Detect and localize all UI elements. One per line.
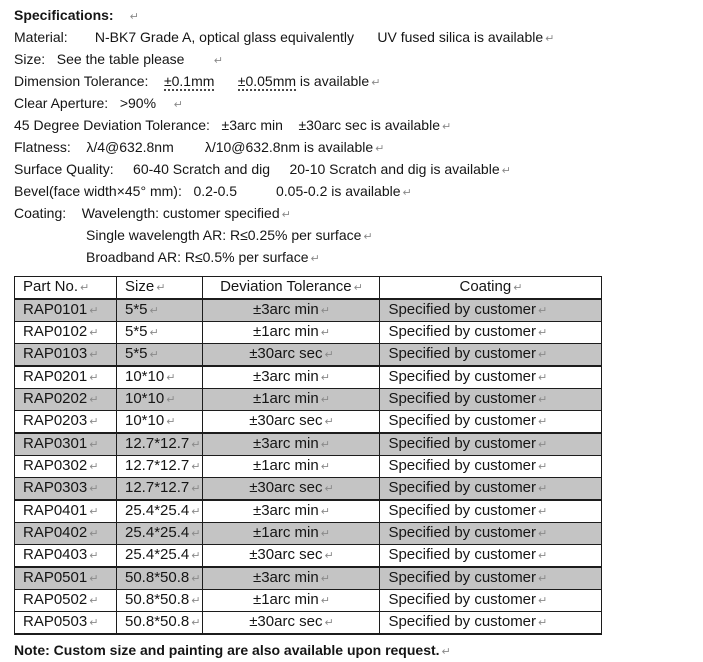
cell-text: ±3arc min: [252, 435, 319, 452]
table-row: [15, 478, 602, 501]
cell-end-mark: ↵: [191, 549, 201, 562]
cell-end-mark: ↵: [538, 348, 548, 361]
table-row: [15, 344, 602, 367]
cell-end-mark: ↵: [538, 438, 548, 451]
column-header-deviation-tolerance: [203, 277, 380, 300]
cell-end-mark: ↵: [538, 549, 548, 562]
cell-end-mark: ↵: [320, 371, 330, 384]
cell-text: Specified by customer: [388, 301, 537, 318]
column-header-size: [117, 277, 203, 300]
cell-text: 5*5: [125, 345, 148, 362]
cell-end-mark: ↵: [538, 460, 548, 473]
cell-end-mark: ↵: [191, 572, 201, 585]
paragraph-mark: ↵: [441, 645, 451, 658]
cell-end-mark: ↵: [320, 393, 330, 406]
cell-end-mark: ↵: [191, 527, 201, 540]
cell-size: [117, 433, 203, 456]
cell-end-mark: ↵: [538, 527, 548, 540]
cell-coating: [380, 500, 602, 523]
cell-text: RAP0103: [23, 345, 88, 362]
cell-end-mark: ↵: [89, 371, 99, 384]
cell-deviation-tolerance: [203, 523, 380, 545]
cell-coating: [380, 411, 602, 434]
cell-end-mark: ↵: [538, 393, 548, 406]
spellcheck-underlined-text: ±0.1mm: [163, 73, 215, 89]
table-row: [15, 545, 602, 568]
cell-coating: [380, 612, 602, 635]
spec-text: is available: [296, 73, 370, 89]
cell-end-mark: ↵: [191, 505, 201, 518]
column-header-label: Deviation Tolerance: [220, 278, 352, 295]
cell-part-no: [15, 567, 117, 590]
spec-text: Coating: Wavelength: customer specified: [14, 205, 280, 221]
table-row: [15, 523, 602, 545]
cell-end-mark: ↵: [156, 281, 166, 294]
cell-text: Specified by customer: [388, 323, 537, 340]
cell-text: ±3arc min: [252, 368, 319, 385]
cell-text: ±1arc min: [252, 591, 319, 608]
cell-end-mark: ↵: [89, 505, 99, 518]
cell-text: RAP0101: [23, 301, 88, 318]
cell-end-mark: ↵: [320, 594, 330, 607]
table-row: [15, 456, 602, 478]
parts-table: [14, 276, 602, 635]
cell-text: Specified by customer: [388, 368, 537, 385]
table-row: [15, 366, 602, 389]
cell-end-mark: ↵: [320, 438, 330, 451]
cell-text: ±3arc min: [252, 569, 319, 586]
cell-part-no: [15, 500, 117, 523]
cell-end-mark: ↵: [89, 572, 99, 585]
cell-size: [117, 500, 203, 523]
cell-deviation-tolerance: [203, 456, 380, 478]
spec-text: Flatness: λ/4@632.8nm λ/10@632.8nm is available: [14, 139, 374, 155]
cell-end-mark: ↵: [538, 594, 548, 607]
cell-text: RAP0102: [23, 323, 88, 340]
cell-deviation-tolerance: [203, 433, 380, 456]
cell-part-no: [15, 612, 117, 635]
spec-line: [14, 115, 695, 137]
spellcheck-underlined-text: ±0.05mm: [237, 73, 297, 89]
cell-coating: [380, 523, 602, 545]
cell-text: ±30arc sec: [249, 412, 323, 429]
cell-end-mark: ↵: [166, 393, 176, 406]
cell-text: 10*10: [125, 412, 165, 429]
note-line: [14, 640, 695, 662]
cell-text: RAP0501: [23, 569, 88, 586]
paragraph-mark: ↵: [375, 142, 385, 155]
spec-lines: [14, 27, 695, 269]
table-row: [15, 299, 602, 322]
cell-text: RAP0401: [23, 502, 88, 519]
cell-end-mark: ↵: [320, 304, 330, 317]
cell-text: Specified by customer: [388, 345, 537, 362]
paragraph-mark: ↵: [310, 252, 320, 265]
cell-size: [117, 366, 203, 389]
spec-line: [14, 49, 695, 71]
cell-deviation-tolerance: [203, 478, 380, 501]
cell-coating: [380, 478, 602, 501]
cell-text: 50.8*50.8: [125, 569, 190, 586]
cell-text: ±30arc sec: [249, 479, 323, 496]
note-text: Note: Custom size and painting are also available upon request.: [14, 642, 440, 658]
cell-text: RAP0503: [23, 613, 88, 630]
cell-deviation-tolerance: [203, 545, 380, 568]
cell-size: [117, 344, 203, 367]
cell-text: Specified by customer: [388, 502, 537, 519]
cell-text: RAP0303: [23, 479, 88, 496]
cell-text: Specified by customer: [388, 569, 537, 586]
cell-end-mark: ↵: [89, 594, 99, 607]
cell-end-mark: ↵: [80, 281, 90, 294]
page-title: [14, 5, 695, 27]
spec-line: [14, 159, 695, 181]
cell-text: Specified by customer: [388, 457, 537, 474]
cell-size: [117, 478, 203, 501]
cell-part-no: [15, 344, 117, 367]
cell-text: Specified by customer: [388, 546, 537, 563]
cell-end-mark: ↵: [149, 304, 159, 317]
cell-size: [117, 411, 203, 434]
cell-end-mark: ↵: [324, 482, 334, 495]
cell-text: Specified by customer: [388, 524, 537, 541]
cell-text: 12.7*12.7: [125, 435, 190, 452]
cell-text: 12.7*12.7: [125, 457, 190, 474]
cell-end-mark: ↵: [538, 304, 548, 317]
cell-text: RAP0203: [23, 412, 88, 429]
cell-text: RAP0403: [23, 546, 88, 563]
cell-text: 5*5: [125, 323, 148, 340]
table-header-row: [15, 277, 602, 300]
cell-end-mark: ↵: [324, 415, 334, 428]
cell-end-mark: ↵: [191, 616, 201, 629]
cell-text: RAP0201: [23, 368, 88, 385]
spec-text: Single wavelength AR: R≤0.25% per surface: [86, 227, 362, 243]
table-row: [15, 590, 602, 612]
cell-size: [117, 612, 203, 635]
cell-end-mark: ↵: [89, 393, 99, 406]
cell-end-mark: ↵: [149, 348, 159, 361]
cell-text: 10*10: [125, 368, 165, 385]
table-row: [15, 433, 602, 456]
cell-end-mark: ↵: [89, 616, 99, 629]
cell-deviation-tolerance: [203, 344, 380, 367]
cell-end-mark: ↵: [353, 281, 363, 294]
spec-line: [14, 247, 695, 269]
column-header-label: Part No.: [23, 278, 79, 295]
cell-text: ±1arc min: [252, 524, 319, 541]
table-row: [15, 567, 602, 590]
paragraph-mark: ↵: [363, 230, 373, 243]
cell-part-no: [15, 523, 117, 545]
cell-coating: [380, 433, 602, 456]
paragraph-mark: ↵: [442, 120, 452, 133]
cell-part-no: [15, 478, 117, 501]
cell-end-mark: ↵: [89, 460, 99, 473]
cell-text: 25.4*25.4: [125, 546, 190, 563]
cell-deviation-tolerance: [203, 299, 380, 322]
cell-deviation-tolerance: [203, 500, 380, 523]
cell-coating: [380, 366, 602, 389]
cell-size: [117, 299, 203, 322]
cell-text: RAP0302: [23, 457, 88, 474]
spec-text: Material: N-BK7 Grade A, optical glass equivalently UV fused silica is available: [14, 29, 544, 45]
cell-end-mark: ↵: [89, 482, 99, 495]
cell-text: ±1arc min: [252, 323, 319, 340]
cell-end-mark: ↵: [149, 326, 159, 339]
cell-coating: [380, 567, 602, 590]
table-row: [15, 612, 602, 635]
cell-size: [117, 590, 203, 612]
spec-text: Clear Aperture: >90%: [14, 95, 172, 111]
cell-text: Specified by customer: [388, 412, 537, 429]
paragraph-mark: ↵: [402, 186, 412, 199]
cell-end-mark: ↵: [538, 616, 548, 629]
cell-text: ±1arc min: [252, 390, 319, 407]
cell-end-mark: ↵: [191, 460, 201, 473]
paragraph-mark: ↵: [371, 76, 381, 89]
cell-end-mark: ↵: [324, 549, 334, 562]
cell-text: RAP0202: [23, 390, 88, 407]
table-row: [15, 411, 602, 434]
cell-text: 10*10: [125, 390, 165, 407]
cell-coating: [380, 590, 602, 612]
cell-part-no: [15, 433, 117, 456]
cell-part-no: [15, 389, 117, 411]
cell-end-mark: ↵: [538, 326, 548, 339]
cell-end-mark: ↵: [89, 527, 99, 540]
spec-line: [14, 137, 695, 159]
table-row: [15, 389, 602, 411]
cell-size: [117, 523, 203, 545]
cell-text: RAP0502: [23, 591, 88, 608]
cell-end-mark: ↵: [89, 348, 99, 361]
spec-text: Dimension Tolerance:: [14, 73, 164, 89]
cell-end-mark: ↵: [166, 415, 176, 428]
cell-text: 12.7*12.7: [125, 479, 190, 496]
cell-end-mark: ↵: [538, 415, 548, 428]
spec-line: [14, 71, 695, 93]
cell-part-no: [15, 366, 117, 389]
cell-end-mark: ↵: [191, 438, 201, 451]
cell-size: [117, 567, 203, 590]
cell-size: [117, 456, 203, 478]
cell-deviation-tolerance: [203, 411, 380, 434]
spec-text: 45 Degree Deviation Tolerance: ±3arc min ±30arc sec is available: [14, 117, 440, 133]
cell-text: ±1arc min: [252, 457, 319, 474]
column-header-coating: [380, 277, 602, 300]
cell-text: Specified by customer: [388, 479, 537, 496]
cell-text: ±3arc min: [252, 301, 319, 318]
cell-part-no: [15, 411, 117, 434]
cell-end-mark: ↵: [538, 505, 548, 518]
spec-text: Bevel(face width×45° mm): 0.2-0.5 0.05-0.2 is available: [14, 183, 401, 199]
cell-end-mark: ↵: [320, 460, 330, 473]
cell-end-mark: ↵: [538, 371, 548, 384]
spec-line: [14, 27, 695, 49]
cell-end-mark: ↵: [538, 572, 548, 585]
cell-deviation-tolerance: [203, 612, 380, 635]
cell-text: 25.4*25.4: [125, 524, 190, 541]
cell-deviation-tolerance: [203, 322, 380, 344]
cell-end-mark: ↵: [320, 326, 330, 339]
cell-text: 5*5: [125, 301, 148, 318]
cell-end-mark: ↵: [320, 572, 330, 585]
cell-end-mark: ↵: [89, 549, 99, 562]
spec-text: Surface Quality: 60-40 Scratch and dig 20-10 Scratch and dig is available: [14, 161, 500, 177]
cell-end-mark: ↵: [89, 438, 99, 451]
cell-end-mark: ↵: [320, 527, 330, 540]
cell-text: Specified by customer: [388, 435, 537, 452]
cell-coating: [380, 322, 602, 344]
cell-deviation-tolerance: [203, 366, 380, 389]
paragraph-mark: ↵: [129, 10, 139, 23]
cell-text: RAP0402: [23, 524, 88, 541]
cell-end-mark: ↵: [324, 616, 334, 629]
cell-part-no: [15, 322, 117, 344]
cell-part-no: [15, 299, 117, 322]
table-row: [15, 500, 602, 523]
cell-coating: [380, 389, 602, 411]
spec-text: Size: See the table please: [14, 51, 212, 67]
paragraph-mark: ↵: [545, 32, 555, 45]
cell-text: Specified by customer: [388, 591, 537, 608]
spec-text: [214, 73, 237, 89]
paragraph-mark: ↵: [501, 164, 511, 177]
cell-text: 50.8*50.8: [125, 613, 190, 630]
column-header-label: Coating: [459, 278, 512, 295]
cell-text: RAP0301: [23, 435, 88, 452]
cell-coating: [380, 344, 602, 367]
cell-deviation-tolerance: [203, 590, 380, 612]
cell-end-mark: ↵: [513, 281, 523, 294]
parts-table-body: [15, 299, 602, 634]
cell-size: [117, 545, 203, 568]
cell-coating: [380, 299, 602, 322]
cell-text: 50.8*50.8: [125, 591, 190, 608]
cell-end-mark: ↵: [538, 482, 548, 495]
cell-end-mark: ↵: [320, 505, 330, 518]
cell-text: ±30arc sec: [249, 546, 323, 563]
spec-line: [14, 225, 695, 247]
spec-line: [14, 203, 695, 225]
column-header-part-no: [15, 277, 117, 300]
cell-end-mark: ↵: [324, 348, 334, 361]
table-row: [15, 322, 602, 344]
cell-size: [117, 322, 203, 344]
cell-end-mark: ↵: [89, 415, 99, 428]
cell-end-mark: ↵: [89, 304, 99, 317]
column-header-label: Size: [125, 278, 155, 295]
cell-text: Specified by customer: [388, 390, 537, 407]
spec-text: Broadband AR: R≤0.5% per surface: [86, 249, 309, 265]
cell-deviation-tolerance: [203, 567, 380, 590]
cell-end-mark: ↵: [191, 482, 201, 495]
cell-deviation-tolerance: [203, 389, 380, 411]
cell-text: Specified by customer: [388, 613, 537, 630]
page-title-text: Specifications:: [14, 7, 114, 23]
cell-end-mark: ↵: [191, 594, 201, 607]
cell-end-mark: ↵: [89, 326, 99, 339]
paragraph-mark: ↵: [173, 98, 183, 111]
cell-part-no: [15, 456, 117, 478]
cell-end-mark: ↵: [166, 371, 176, 384]
cell-text: 25.4*25.4: [125, 502, 190, 519]
cell-size: [117, 389, 203, 411]
cell-part-no: [15, 590, 117, 612]
paragraph-mark: ↵: [213, 54, 223, 67]
cell-coating: [380, 545, 602, 568]
spec-line: [14, 93, 695, 115]
cell-part-no: [15, 545, 117, 568]
cell-text: ±30arc sec: [249, 613, 323, 630]
paragraph-mark: ↵: [281, 208, 291, 221]
spec-line: [14, 181, 695, 203]
cell-text: ±3arc min: [252, 502, 319, 519]
cell-coating: [380, 456, 602, 478]
cell-text: ±30arc sec: [249, 345, 323, 362]
